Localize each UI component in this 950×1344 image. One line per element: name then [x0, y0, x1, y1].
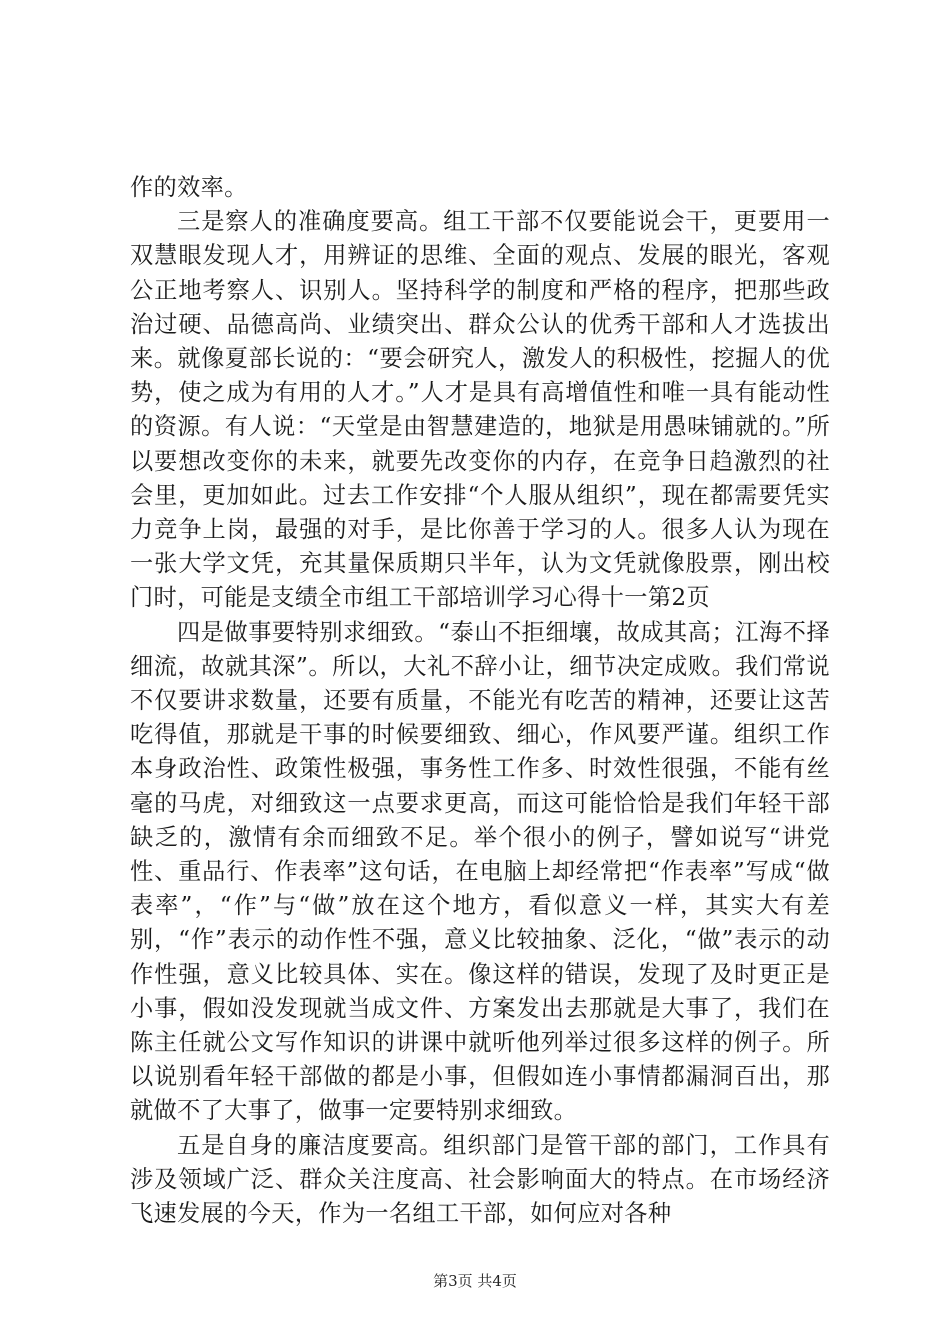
document-body: [130, 171, 830, 1231]
paragraph-continuation: 作的效率。: [130, 174, 248, 201]
paragraph-point-five: 五是自身的廉洁度要高。组织部门是管干部的部门，工作具有涉及领域广泛、群众关注度高、社会影响面大的特点。在市场经济飞速发展的今天，作为一名组工干部，如何应对各种: [130, 1131, 830, 1228]
paragraph-point-three: 三是察人的准确度要高。组工干部不仅要能说会干，更要用一双慧眼发现人才，用辨证的思维、全面的观点、发展的眼光，客观公正地考察人、识别人。坚持科学的制度和严格的程序，把那些政治过硬、品德高尚、业绩突出、群众公认的优秀干部和人才选拔出来。就像夏部长说的：“要会研究人，激发人的积极性，挖掘人的优势，使之成为有用的人才。”人才是具有高增值性和唯一具有能动性的资源。有人说：“天堂是由智慧建造的，地狱是用愚味铺就的。”所以要想改变你的未来，就要先改变你的内存，在竞争日趋激烈的社会里，更加如此。过去工作安排“个人服从组织”，现在都需要凭实力竞争上岗，最强的对手，是比你善于学习的人。很多人认为现在一张大学文凭，充其量保质期只半年，认为文凭就像股票，刚出校门时，可能是支绩全市组工干部培训学习心得十一第2页: [130, 208, 830, 612]
page-footer: 第3页 共4页: [433, 1272, 517, 1290]
paragraph-point-four: 四是做事要特别求细致。“泰山不拒细壤，故成其高；江海不择细流，故就其深”。所以，大礼不辞小让，细节决定成败。我们常说不仅要讲求数量，还要有质量，不能光有吃苦的精神，还要让这苦吃得值，那就是干事的时候要细致、细心，作风要严谨。组织工作本身政治性、政策性极强，事务性工作多、时效性很强，不能有丝毫的马虎，对细致这一点要求更高，而这可能恰恰是我们年轻干部缺乏的，激情有余而细致不足。举个很小的例子，譬如说写“讲党性、重品行、作表率”这句话，在电脑上却经常把“作表率”写成“做表率”，“作”与“做”放在这个地方，看似意义一样，其实大有差别，“作”表示的动作性不强，意义比较抽象、泛化，“做”表示的动作性强，意义比较具体、实在。像这样的错误，发现了及时更正是小事，假如没发现就当成文件、方案发出去那就是大事了，我们在陈主任就公文写作知识的讲课中就听他列举过很多这样的例子。所以说别看年轻干部做的都是小事，但假如连小事情都漏洞百出，那就做不了大事了，做事一定要特别求细致。: [130, 618, 830, 1125]
